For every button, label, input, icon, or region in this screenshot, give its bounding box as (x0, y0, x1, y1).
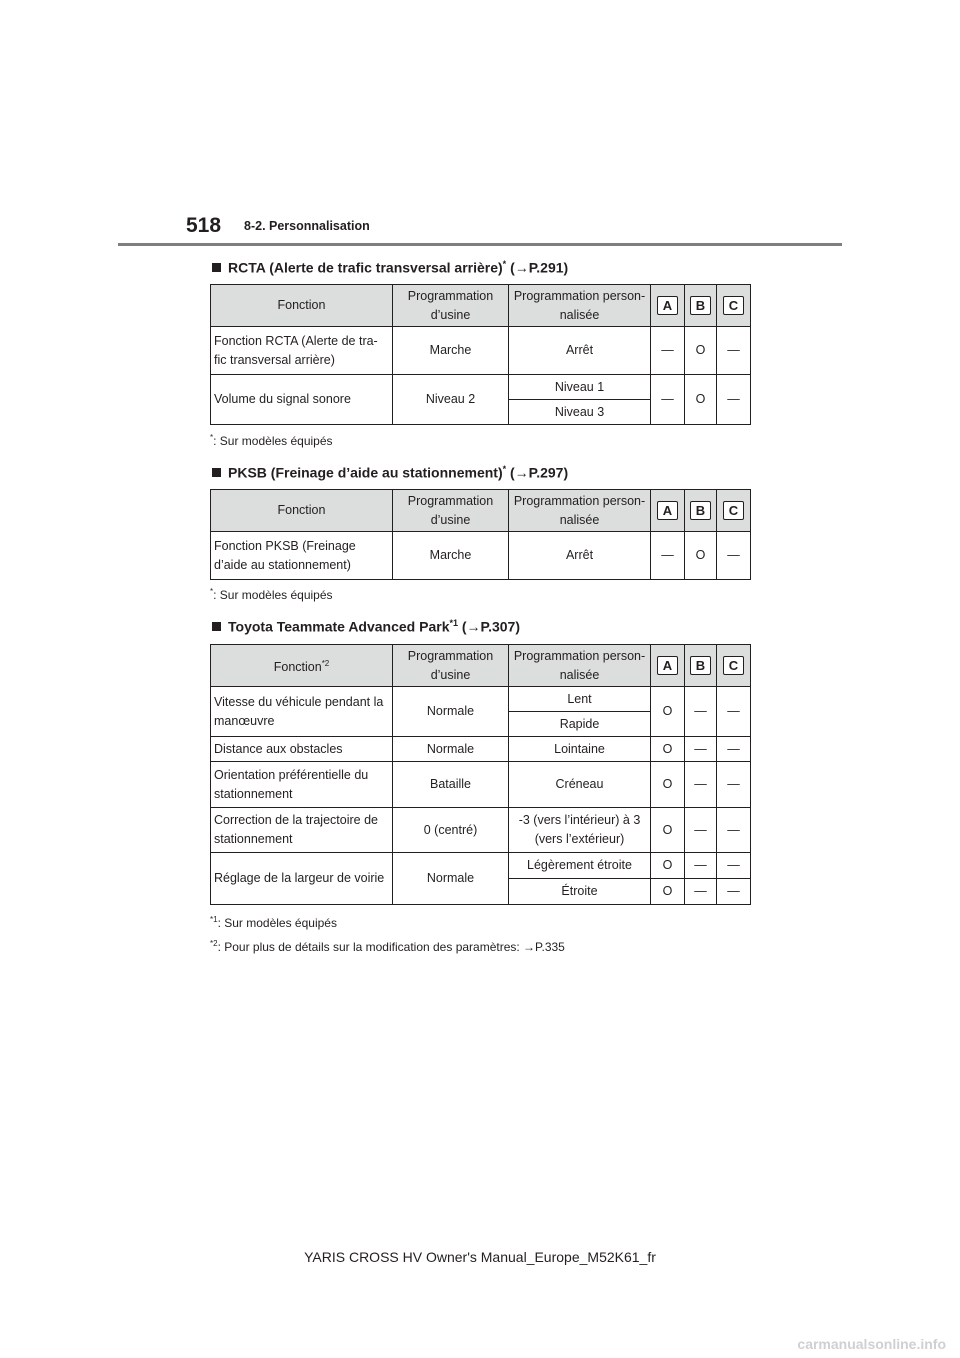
square-bullet-icon (212, 622, 221, 631)
table-row: Étroite O — — (211, 879, 751, 905)
column-header-a: A (651, 285, 685, 327)
table-header-row (211, 645, 751, 687)
table-row: Orientation préférentielle du stationnement Bataille Créneau O — — (211, 762, 751, 808)
column-header-fonction: Fonction (211, 490, 393, 532)
column-header-fonction: Fonction (211, 285, 393, 327)
advanced-park-table (210, 644, 751, 905)
square-bullet-icon (212, 468, 221, 477)
table-row: Rapide (211, 712, 751, 737)
footnote-pksb: *: Sur modèles équipés (210, 587, 333, 602)
column-header-usine: Programmation d’usine (393, 645, 509, 687)
table-row: Volume du signal sonore Niveau 2 Niveau 1 — O — (211, 375, 751, 400)
table-row: Fonction PKSB (Freinage d’aide au stationnement) Marche Arrêt — O — (211, 532, 751, 580)
column-header-c: C (717, 490, 751, 532)
footnote-park-1: $^{*1}$: Sur modèles équipés (210, 915, 337, 930)
table-row: Niveau 3 (211, 400, 751, 425)
section-title-pksb: PKSB (Freinage d’aide au stationnement)* (→P.297) (212, 464, 568, 481)
column-header-c: C (717, 645, 751, 687)
table-row: Distance aux obstacles Normale Lointaine O — — (211, 737, 751, 762)
page-number: 518 (186, 214, 222, 237)
table-header-row (211, 285, 751, 327)
page-reference-link[interactable]: (→P.297) (510, 464, 569, 481)
breadcrumb: 8-2. Personnalisation (244, 219, 370, 233)
pksb-table (210, 489, 751, 580)
column-header-c: C (717, 285, 751, 327)
square-bullet-icon (212, 263, 221, 272)
column-header-perso: Programmation person-nalisée (509, 490, 651, 532)
table-row: Correction de la trajectoire de stationnement 0 (centré) -3 (vers l’intérieur) à 3 (vers l’extérieur) O — — (211, 808, 751, 853)
section-title-advanced-park: Toyota Teammate Advanced Park$^{*1}$ (→P.307) (212, 618, 520, 635)
watermark: carmanualsonline.info (797, 1336, 946, 1352)
column-header-b: B (685, 645, 717, 687)
rcta-table (210, 284, 751, 425)
table-row: Vitesse du véhicule pendant la manœuvre Normale Lent O — — (211, 687, 751, 712)
column-header-usine: Programmation d’usine (393, 490, 509, 532)
column-header-b: B (685, 285, 717, 327)
column-header-b: B (685, 490, 717, 532)
page-reference-link[interactable]: (→P.291) (510, 259, 569, 276)
column-header-perso: Programmation person-nalisée (509, 645, 651, 687)
section-title-rcta: RCTA (Alerte de trafic transversal arrière)* (→P.291) (212, 259, 568, 276)
column-header-fonction: Fonction$^{*2}$ (211, 645, 393, 687)
page-reference-link[interactable]: (→P.307) (461, 618, 520, 635)
footnote-park-2: $^{*2}$: Pour plus de détails sur la modification des paramètres: →P.335 (210, 939, 565, 954)
table-header-row (211, 490, 751, 532)
table-row: Réglage de la largeur de voirie Normale Légèrement étroite O — — (211, 853, 751, 879)
column-header-a: A (651, 490, 685, 532)
column-header-perso: Programmation person-nalisée (509, 285, 651, 327)
footnote-rcta: *: Sur modèles équipés (210, 433, 333, 448)
column-header-a: A (651, 645, 685, 687)
table-row: Fonction RCTA (Alerte de tra-fic transversal arrière) Marche Arrêt — O — (211, 327, 751, 375)
header-divider (118, 243, 842, 246)
column-header-usine: Programmation d’usine (393, 285, 509, 327)
page-footer: YARIS CROSS HV Owner's Manual_Europe_M52K61_fr (304, 1249, 656, 1265)
